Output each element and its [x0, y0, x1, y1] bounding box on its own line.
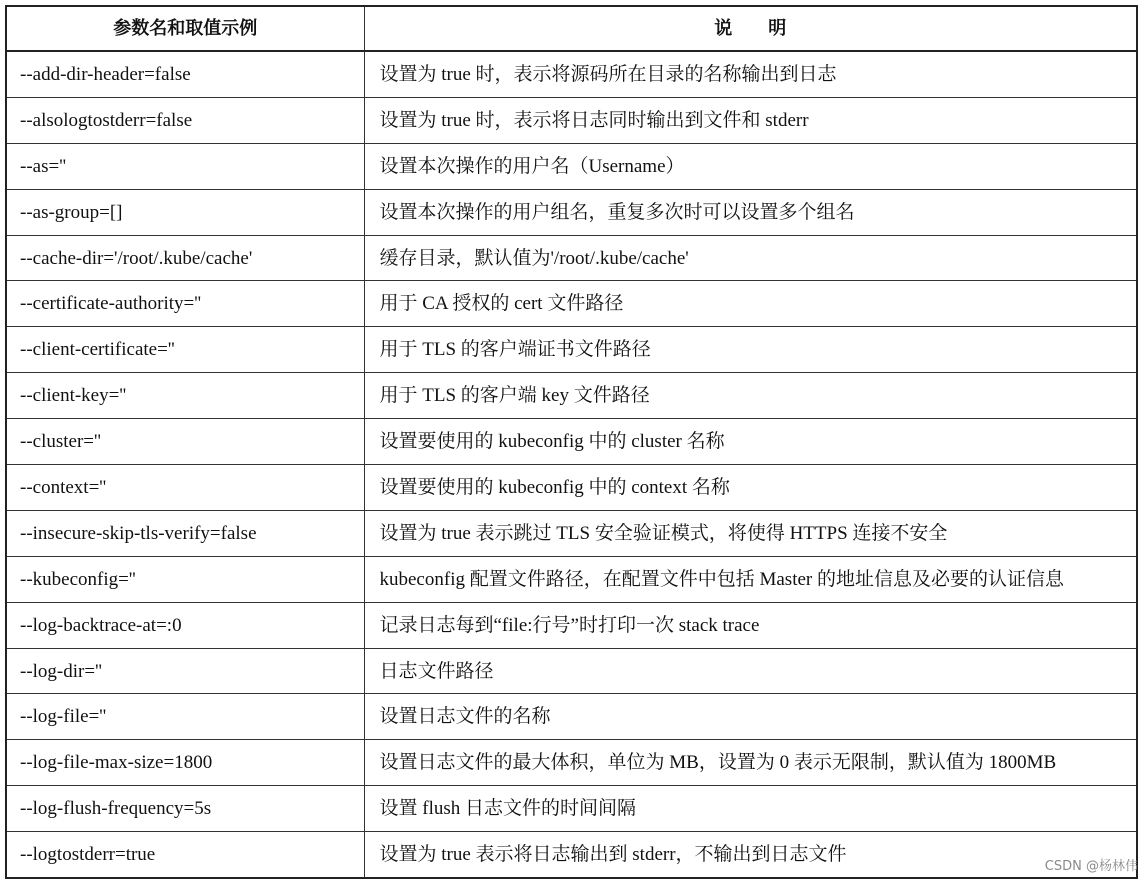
- description-cell: 设置日志文件的最大体积，单位为 MB，设置为 0 表示无限制，默认值为 1800MB: [364, 740, 1137, 786]
- description-cell: 日志文件路径: [364, 648, 1137, 694]
- table-row: [6, 465, 1137, 511]
- param-cell: --as-group=[]: [6, 189, 364, 235]
- param-cell: --log-backtrace-at=:0: [6, 602, 364, 648]
- table-row: [6, 51, 1137, 97]
- description-cell: 设置为 true 时，表示将日志同时输出到文件和 stderr: [364, 97, 1137, 143]
- table-row: [6, 602, 1137, 648]
- table-row: [6, 832, 1137, 878]
- description-cell: 用于 TLS 的客户端证书文件路径: [364, 327, 1137, 373]
- table-body: [6, 51, 1137, 878]
- param-cell: --as='': [6, 143, 364, 189]
- parameter-table: [5, 5, 1138, 879]
- description-cell: 设置为 true 时，表示将源码所在目录的名称输出到日志: [364, 51, 1137, 97]
- description-cell: 设置要使用的 kubeconfig 中的 context 名称: [364, 465, 1137, 511]
- description-cell: 设置要使用的 kubeconfig 中的 cluster 名称: [364, 419, 1137, 465]
- table-row: [6, 97, 1137, 143]
- table-row: [6, 143, 1137, 189]
- table-header: [6, 6, 1137, 51]
- param-cell: --cache-dir='/root/.kube/cache': [6, 235, 364, 281]
- param-cell: --context='': [6, 465, 364, 511]
- param-cell: --insecure-skip-tls-verify=false: [6, 510, 364, 556]
- param-cell: --certificate-authority='': [6, 281, 364, 327]
- table-row: [6, 419, 1137, 465]
- header-description: 说 明: [364, 6, 1137, 51]
- description-cell: 用于 CA 授权的 cert 文件路径: [364, 281, 1137, 327]
- description-cell: kubeconfig 配置文件路径，在配置文件中包括 Master 的地址信息及必要的认证信息: [364, 556, 1137, 602]
- param-cell: --client-key='': [6, 373, 364, 419]
- param-cell: --add-dir-header=false: [6, 51, 364, 97]
- param-cell: --alsologtostderr=false: [6, 97, 364, 143]
- param-cell: --log-file-max-size=1800: [6, 740, 364, 786]
- table-row: [6, 281, 1137, 327]
- param-cell: --kubeconfig='': [6, 556, 364, 602]
- param-cell: --logtostderr=true: [6, 832, 364, 878]
- param-cell: --log-dir='': [6, 648, 364, 694]
- table-row: [6, 235, 1137, 281]
- description-cell: 缓存目录，默认值为'/root/.kube/cache': [364, 235, 1137, 281]
- table-row: [6, 648, 1137, 694]
- table-row: [6, 510, 1137, 556]
- table-row: [6, 189, 1137, 235]
- description-cell: 用于 TLS 的客户端 key 文件路径: [364, 373, 1137, 419]
- description-cell: 设置为 true 表示将日志输出到 stderr，不输出到日志文件: [364, 832, 1137, 878]
- table-row: [6, 327, 1137, 373]
- description-cell: 设置为 true 表示跳过 TLS 安全验证模式，将使得 HTTPS 连接不安全: [364, 510, 1137, 556]
- table-row: [6, 694, 1137, 740]
- table-row: [6, 373, 1137, 419]
- description-cell: 记录日志每到“file:行号”时打印一次 stack trace: [364, 602, 1137, 648]
- table-row: [6, 786, 1137, 832]
- header-row: [6, 6, 1137, 51]
- header-param: 参数名和取值示例: [6, 6, 364, 51]
- param-cell: --log-flush-frequency=5s: [6, 786, 364, 832]
- parameter-table-container: [5, 5, 1136, 879]
- watermark: CSDN @杨林伟: [1044, 859, 1138, 874]
- table-row: [6, 556, 1137, 602]
- description-cell: 设置 flush 日志文件的时间间隔: [364, 786, 1137, 832]
- description-cell: 设置日志文件的名称: [364, 694, 1137, 740]
- param-cell: --log-file='': [6, 694, 364, 740]
- table-row: [6, 740, 1137, 786]
- param-cell: --client-certificate='': [6, 327, 364, 373]
- param-cell: --cluster='': [6, 419, 364, 465]
- description-cell: 设置本次操作的用户组名，重复多次时可以设置多个组名: [364, 189, 1137, 235]
- description-cell: 设置本次操作的用户名（Username）: [364, 143, 1137, 189]
